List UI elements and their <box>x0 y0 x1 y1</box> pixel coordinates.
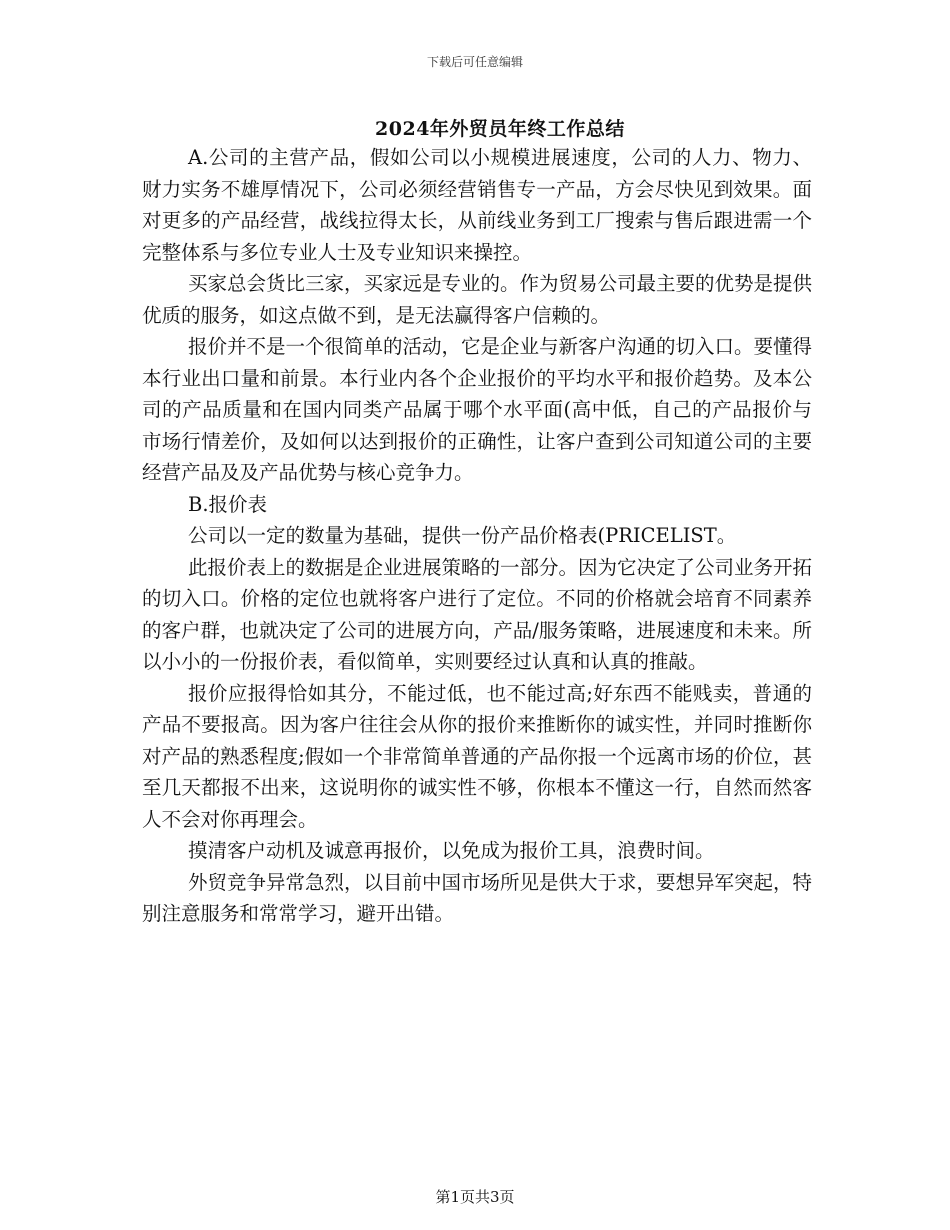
document-body <box>142 142 812 930</box>
paragraph: 外贸竞争异常急烈，以目前中国市场所见是供大于求，要想异军突起，特别注意服务和常常学习，避开出错。 <box>142 870 813 925</box>
paragraph: 报价应报得恰如其分，不能过低，也不能过高;好东西不能贱卖，普通的产品不要报高。因为客户往往会从你的报价来推断你的诚实性，并同时推断你对产品的熟悉程度;假如一个非常简单普通的产品你报一个远离市场的价位，甚至几天都报不出来，这说明你的诚实性不够，你根本不懂这一行，自然而然客人不会对你再理会。 <box>142 681 812 831</box>
document-title: 2024年外贸员年终工作总结 <box>375 118 625 140</box>
paragraph: 此报价表上的数据是企业进展策略的一部分。因为它决定了公司业务开拓的切入口。价格的定位也就将客户进行了定位。不同的价格就会培育不同素养的客户群，也就决定了公司的进展方向，产品/服务策略，进展速度和未来。所以小小的一份报价表，看似简单，实则要经过认真和认真的推敲。 <box>142 555 813 673</box>
paragraph: 买家总会货比三家，买家远是专业的。作为贸易公司最主要的优势是提供优质的服务，如这点做不到，是无法赢得客户信赖的。 <box>142 272 813 327</box>
paragraph: 摸清客户动机及诚意再报价，以免成为报价工具，浪费时间。 <box>188 839 715 862</box>
paragraph: 报价并不是一个很简单的活动，它是企业与新客户沟通的切入口。要懂得本行业出口量和前景。本行业内各个企业报价的平均水平和报价趋势。及本公司的产品质量和在国内同类产品属于哪个水平面(高中低，自己的产品报价与市场行情差价，及如何以达到报价的正确性，让客户查到公司知道公司的主要经营产品及及产品优势与核心竞争力。 <box>142 335 813 484</box>
paragraph: 公司以一定的数量为基础，提供一份产品价格表(PRICELIST。 <box>188 524 737 547</box>
section-heading: B.报价表 <box>188 492 268 516</box>
page-header: 下载后可任意编辑 <box>426 55 523 69</box>
page-number: 第1页共3页 <box>435 1188 515 1206</box>
paragraph: A.公司的主营产品，假如公司以小规模进展速度，公司的人力、物力、财力实务不雄厚情况下，公司必须经营销售专一产品，方会尽快见到效果。面对更多的产品经营，战线拉得太长，从前线业务到工厂搜索与售后跟进需一个完整体系与多位专业人士及专业知识来操控。 <box>142 146 812 264</box>
